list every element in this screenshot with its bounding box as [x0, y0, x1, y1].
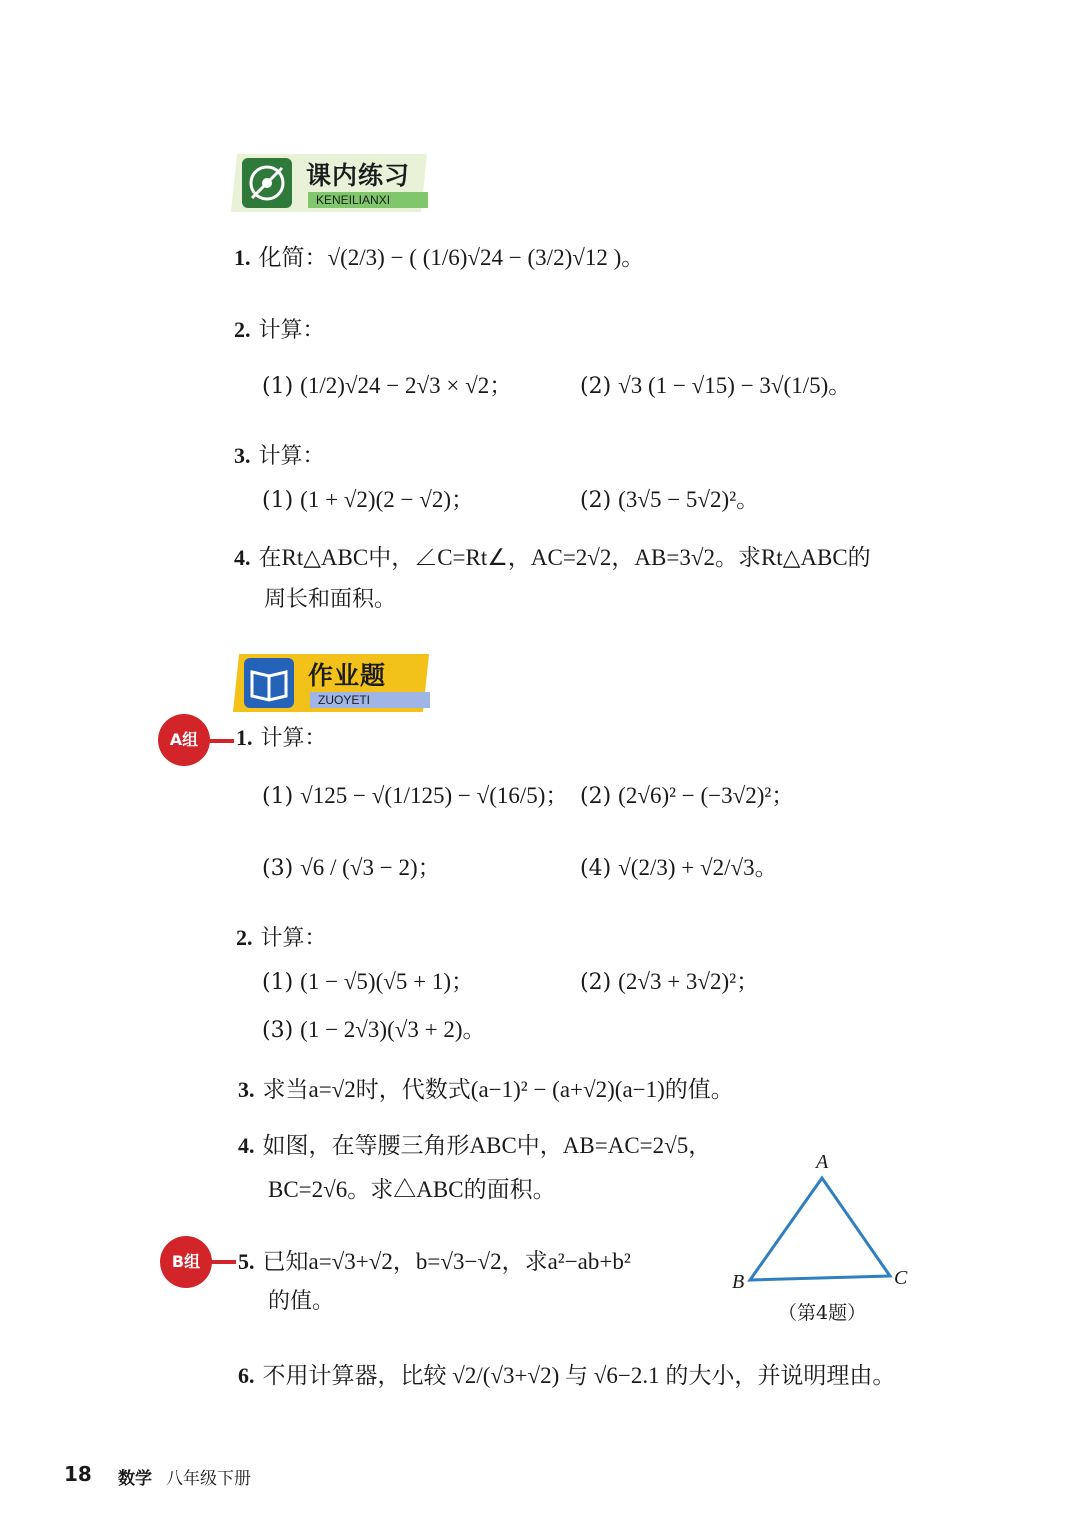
practice-item-1	[234, 238, 644, 279]
item-text: 求当a=√2时，代数式(a−1)² − (a+√2)(a−1)的值。	[262, 1077, 734, 1102]
sub-text: √125 − √(1/125) − √(16/5)；	[300, 783, 569, 808]
book-icon	[244, 658, 294, 708]
group-a-badge-tail	[206, 739, 234, 743]
item-text: 计算：	[258, 318, 325, 343]
item-number: 4.	[238, 1133, 255, 1158]
item-text: 的值。	[268, 1289, 335, 1314]
item-text: 计算：	[258, 444, 325, 469]
sub-label: (3)	[262, 856, 294, 881]
sub-text: (1 − √5)(√5 + 1)；	[300, 969, 474, 994]
item-number: 2.	[236, 925, 253, 950]
homework-item-3	[238, 1070, 734, 1111]
homework-item-4-cont	[268, 1170, 556, 1211]
figure-caption: （第4题）	[778, 1302, 867, 1324]
item-text: 化简：√(2/3) − ( (1/6)√24 − (3/2)√12 )。	[258, 245, 645, 270]
group-b-badge: B组	[160, 1236, 212, 1288]
sub-label: (1)	[262, 374, 294, 399]
homework-item-1-3	[262, 848, 441, 889]
item-text: 在Rt△ABC中，∠C=Rt∠，AC=2√2，AB=3√2。求Rt△ABC的	[258, 545, 871, 570]
group-b-badge-tail	[208, 1260, 236, 1264]
item-text: 不用计算器，比较 √2/(√3+√2) 与 √6−2.1 的大小，并说明理由。	[262, 1363, 896, 1388]
homework-banner-subtitle: ZUOYETI	[310, 692, 430, 708]
sub-label: (1)	[262, 970, 294, 995]
sub-label: (1)	[262, 488, 294, 513]
item-number: 4.	[234, 545, 251, 570]
page-number: 18	[64, 1462, 92, 1486]
homework-item-4	[238, 1126, 711, 1167]
item-text: 计算：	[260, 926, 327, 951]
homework-item-6	[238, 1356, 895, 1397]
item-text: 已知a=√3+√2，b=√3−√2，求a²−ab+b²	[262, 1249, 631, 1274]
sub-text: (2√3 + 3√2)²；	[618, 969, 760, 994]
sub-label: (4)	[580, 856, 612, 881]
sub-label: (2)	[580, 970, 612, 995]
homework-item-1-2	[580, 776, 794, 817]
homework-item-1	[236, 718, 327, 759]
item-text: 计算：	[260, 726, 327, 751]
practice-item-3-1	[262, 480, 474, 521]
practice-item-2	[234, 310, 325, 351]
footer-grade: 八年级下册	[166, 1469, 251, 1489]
item-number: 1.	[234, 245, 251, 270]
practice-banner-title: 课内练习	[306, 161, 411, 190]
item-text: BC=2√6。求△ABC的面积。	[268, 1177, 556, 1202]
item-text: 如图，在等腰三角形ABC中，AB=AC=2√5，	[262, 1133, 712, 1158]
footer-subject: 数学	[118, 1469, 152, 1489]
sub-label: (2)	[580, 374, 612, 399]
practice-item-3	[234, 436, 325, 477]
item-number: 3.	[234, 443, 251, 468]
protractor-icon	[242, 158, 292, 208]
sub-text: √3 (1 − √15) − 3√(1/5)。	[618, 373, 852, 398]
item-number: 1.	[236, 725, 253, 750]
practice-item-4-cont	[264, 580, 396, 620]
sub-text: √(2/3) + √2/√3。	[618, 855, 778, 880]
item-number: 2.	[234, 317, 251, 342]
sub-text: √6 / (√3 − 2)；	[300, 855, 441, 880]
homework-banner	[236, 654, 428, 712]
sub-text: (2√6)² − (−3√2)²；	[618, 783, 795, 808]
practice-item-3-2	[580, 480, 759, 521]
homework-banner-title: 作业题	[308, 661, 387, 690]
sub-text: (3√5 − 5√2)²。	[618, 487, 760, 512]
sub-text: (1/2)√24 − 2√3 × √2；	[300, 373, 513, 398]
practice-item-2-2	[580, 366, 851, 407]
homework-item-2-3	[262, 1010, 486, 1051]
item-number: 6.	[238, 1363, 255, 1388]
homework-item-2	[236, 918, 327, 959]
homework-item-2-1	[262, 962, 474, 1003]
vertex-c-label: C	[894, 1267, 908, 1289]
homework-item-5	[238, 1242, 631, 1283]
practice-item-4	[234, 538, 871, 579]
sub-label: (2)	[580, 784, 612, 809]
homework-item-1-1	[262, 776, 568, 817]
homework-item-1-4	[580, 848, 778, 889]
triangle-abc	[750, 1178, 890, 1280]
vertex-a-label: A	[816, 1151, 829, 1173]
homework-item-5-cont	[268, 1282, 334, 1322]
homework-item-2-2	[580, 962, 759, 1003]
group-a-badge: A组	[158, 714, 210, 766]
sub-label: (1)	[262, 784, 294, 809]
item-number: 3.	[238, 1077, 255, 1102]
sub-label: (2)	[580, 488, 612, 513]
item-number: 5.	[238, 1249, 255, 1274]
practice-banner-subtitle: KENEILIANXI	[308, 192, 428, 208]
vertex-b-label: B	[732, 1271, 745, 1293]
sub-label: (3)	[262, 1018, 294, 1043]
practice-banner	[234, 154, 426, 212]
item-text: 周长和面积。	[264, 587, 397, 612]
practice-item-2-1	[262, 366, 512, 407]
sub-text: (1 − 2√3)(√3 + 2)。	[300, 1017, 486, 1042]
sub-text: (1 + √2)(2 − √2)；	[300, 487, 474, 512]
